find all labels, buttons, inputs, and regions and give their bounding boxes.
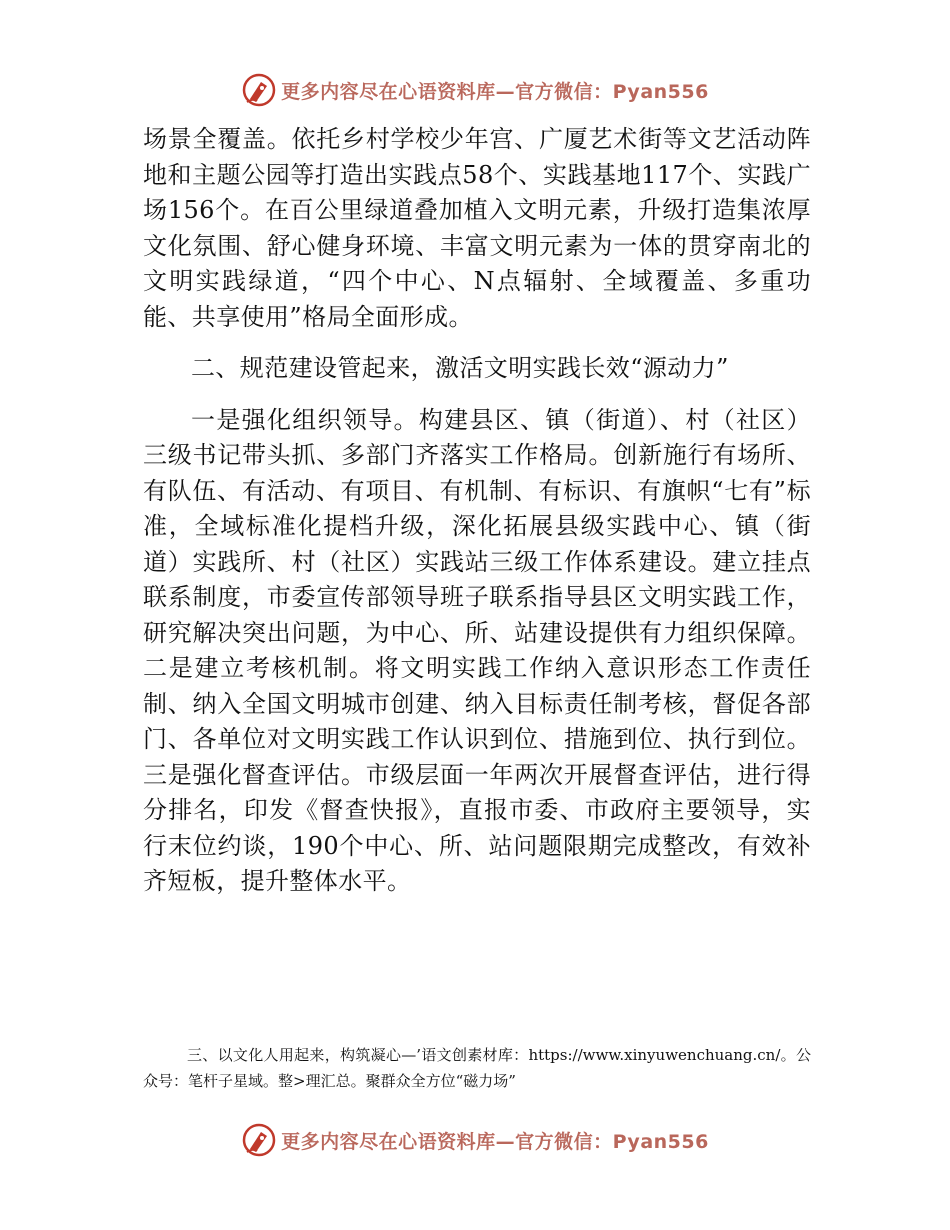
banner-text: 更多内容尽在心语资料库—官方微信：Pyan556	[281, 1130, 709, 1153]
banner-text: 更多内容尽在心语资料库—官方微信：Pyan556	[281, 80, 709, 103]
pen-nib-logo-icon	[241, 1122, 277, 1158]
pen-nib-logo-icon	[241, 72, 277, 108]
header-banner	[0, 70, 950, 110]
section-heading: 二、规范建设管起来，激活文明实践长效“源动力”	[191, 354, 729, 382]
footer-banner	[0, 1120, 950, 1160]
footer-note: 三、以文化人用起来，构筑凝心—’语文创素材库：https://www.xinyuwenchuang.cn/。公众号：笔杆子星域。整>理汇总。聚群众全方位“磁力场”	[143, 1046, 811, 1090]
paragraph-1: 场景全覆盖。依托乡村学校少年宫、广厦艺术街等文艺活动阵地和主题公园等打造出实践点58个、实践基地117个、实践广场156个。在百公里绿道叠加植入文明元素，升级打造集浓厚文化氛围、舒心健身环境、丰富文明元素为一体的贯穿南北的文明实践绿道，“四个中心、N点辐射、全域覆盖、多重功能、共享使用”格局全面形成。	[143, 125, 811, 331]
paragraph-2: 一是强化组织领导。构建县区、镇（街道）、村（社区）三级书记带头抓、多部门齐落实工作格局。创新施行有场所、有队伍、有活动、有项目、有机制、有标识、有旗帜“七有”标准，全域标准化提档升级，深化拓展县级实践中心、镇（街道）实践所、村（社区）实践站三级工作体系建设。建立挂点联系制度，市委宣传部领导班子联系指导县区文明实践工作，研究解决突出问题，为中心、所、站建设提供有力组织保障。二是建立考核机制。将文明实践工作纳入意识形态工作责任制、纳入全国文明城市创建、纳入目标责任制考核，督促各部门、各单位对文明实践工作认识到位、措施到位、执行到位。三是强化督查评估。市级层面一年两次开展督查评估，进行得分排名，印发《督查快报》，直报市委、市政府主要领导，实行末位约谈，190个中心、所、站问题限期完成整改，有效补齐短板，提升整体水平。	[143, 405, 811, 895]
document-body	[143, 122, 811, 900]
